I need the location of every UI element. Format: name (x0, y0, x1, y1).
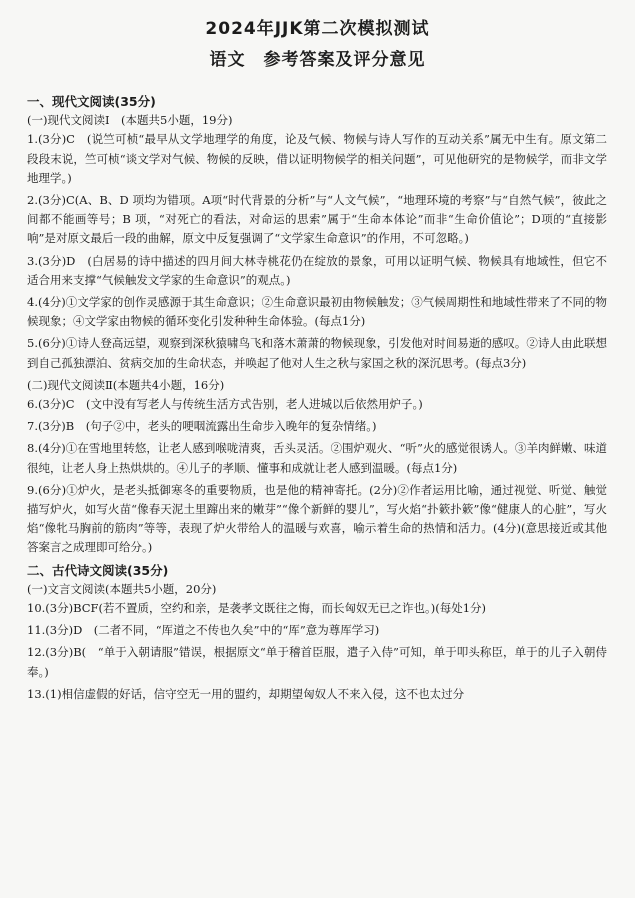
answer-key-title: 语文 参考答案及评分意见 (209, 50, 426, 70)
answer-item-7: 7.(3分)B (句子②中，老头的哽咽流露出生命步入晚年的复杂情绪。) (27, 419, 377, 434)
answer-item-8: 8.(4分)①在雪地里转悠，让老人感到喉咙清爽，舌头灵活。②围炉观火、“听”火的感觉很诱人。③羊肉鲜嫩、味道很纯，让老人身上热烘烘的。④儿子的孝顺、懂事和成就让老人感到温暖。(每点1分) (27, 441, 607, 475)
answer-item-4: 4.(4分)①文学家的创作灵感源于其生命意识；②生命意识最初由物候触发；③气候周期性和地域性带来了不同的物候现象；④文学家由物候的循环变化引发种种生命体验。(每点1分) (27, 295, 607, 329)
answer-item-1: 1.(3分)C (说竺可桢“最早从文学地理学的角度，论及气候、物候与诗人写作的互动关系”属无中生有。原文第二段段末说，竺可桢“谈文学对气候、物候的反映，借以证明物候学的相关问题”，可见他研究的是物候学，而非文学地理学。) (27, 132, 607, 185)
subsection-heading-reading-1: (一)现代文阅读Ⅰ (本题共5小题，19分) (27, 113, 233, 128)
subsection-heading-classical-prose: (一)文言文阅读(本题共5小题，20分) (27, 581, 217, 596)
section-heading-modern-reading: 一、现代文阅读(35分) (27, 94, 156, 109)
section-heading-classical-reading: 二、古代诗文阅读(35分) (27, 562, 169, 578)
answer-item-10: 10.(3分)BCF(若不置质，空约和亲，是袭孝文既往之悔，而长匈奴无已之诈也。)(每处1分) (27, 601, 487, 616)
document-header (0, 0, 635, 70)
answer-item-11: 11.(3分)D (二者不同，“厍道之不传也久矣”中的“厍”意为尊厍学习) (27, 623, 380, 638)
answer-content (27, 92, 607, 707)
answer-item-6: 6.(3分)C (文中没有写老人与传统生活方式告别，老人进城以后依然用炉子。) (27, 397, 423, 412)
answer-item-13: 13.(1)相信虚假的好话，信守空无一用的盟约，却期望匈奴人不来入侵，这不也太过分 (27, 686, 465, 701)
answer-item-5: 5.(6分)①诗人登高远望，观察到深秋猿啸鸟飞和落木萧萧的物候现象，引发他对时间易逝的感叹。②诗人由此联想到自己孤独漂泊、贫病交加的生命状态，并唤起了他对人生之秋与家国之秋的深沉思考。(每点3分) (27, 336, 607, 370)
subsection-heading-reading-2: (二)现代文阅读Ⅱ(本题共4小题，16分) (27, 377, 225, 392)
exam-title: 2024年JJK第二次模拟测试 (205, 19, 430, 39)
answer-item-9: 9.(6分)①炉火，是老头抵御寒冬的重要物质，也是他的精神寄托。(2分)②作者运用比喻，通过视觉、听觉、触觉描写炉火，如写火苗“像春天泥土里蹿出来的嫩芽”“像个新鲜的婴儿”，写火焰“扑簌扑簌”像“健康人的心脏”，写火焰“像牝马胸前的筋肉”等等，表现了炉火带给人的温暖与欢喜，喻示着生命的热情和活力。(4分)(意思接近或其他答案言之成理即可给分。) (27, 482, 607, 555)
answer-item-2: 2.(3分)C(A、B、D 项均为错项。A项“时代背景的分析”与“人文气候”，“地理环境的考察”与“自然气候”，彼此之间都不能画等号；B 项，“对死亡的看法，对命运的思索”属于“生命本体论”而非“生命价值论”；D项的“直接影响”是对原文最后一段的曲解，原文中反复强调了“文学家生命意识”的作用，不可忽略。) (27, 193, 607, 246)
answer-item-3: 3.(3分)D (白居易的诗中描述的四月间大林寺桃花仍在绽放的景象，可用以证明气候、物候具有地域性，但它不适合用来支撑“气候触发文学家的生命意识”的观点。) (27, 253, 607, 287)
answer-item-12: 12.(3分)B( “单于入朝请服”错误，根据原文“单于稽首臣服，遣子入侍”可知，单于叩头称臣，单于的儿子入朝侍奉。) (27, 645, 607, 679)
